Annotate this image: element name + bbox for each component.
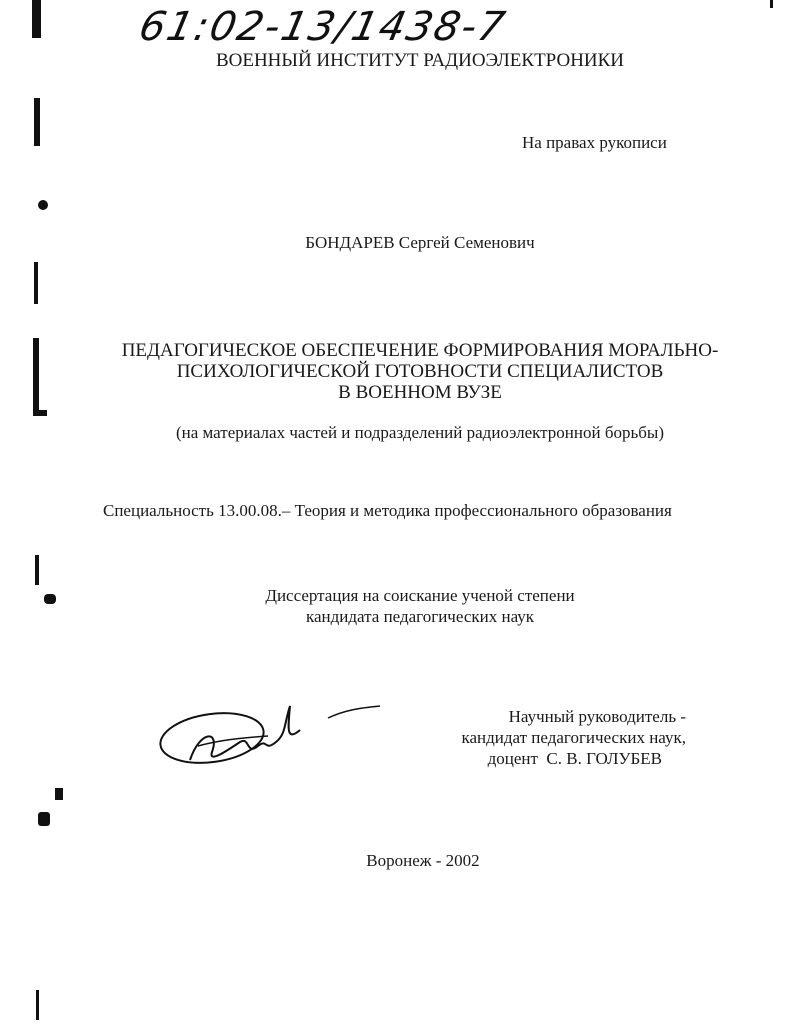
degree-line: Диссертация на соискание ученой степени xyxy=(265,586,575,605)
scan-artifact-top-left xyxy=(32,0,41,38)
manuscript-note: На правах рукописи xyxy=(522,133,667,152)
subtitle: (на материалах частей и подразделений радиоэлектронной борьбы) xyxy=(175,423,664,442)
advisor-line: Научный руководитель - xyxy=(508,707,686,726)
degree-line: кандидата педагогических наук xyxy=(305,607,535,626)
specialty: Специальность 13.00.08.– Теория и методика профессионального образования xyxy=(103,501,672,520)
scan-artifact-top-right xyxy=(770,0,773,8)
scan-artifact-left-3 xyxy=(34,262,38,304)
scan-artifact-left-6 xyxy=(55,788,63,800)
advisor-line: доцент С. В. ГОЛУБЕВ xyxy=(487,749,662,768)
dissertation-title xyxy=(0,340,793,403)
title-line: В ВОЕННОМ ВУЗЕ xyxy=(338,382,502,403)
signature xyxy=(150,690,390,800)
advisor-line: кандидат педагогических наук, xyxy=(461,728,686,747)
author-name: БОНДАРЕВ Сергей Семенович xyxy=(305,233,535,252)
scan-artifact-left-2 xyxy=(38,200,48,210)
scientific-advisor xyxy=(430,706,690,769)
title-line: ПСИХОЛОГИЧЕСКОЙ ГОТОВНОСТИ СПЕЦИАЛИСТОВ xyxy=(176,361,664,382)
degree-statement xyxy=(0,585,793,627)
registry-number: 61:02-13/1438-7 xyxy=(135,4,511,50)
title-line: ПЕДАГОГИЧЕСКОЕ ОБЕСПЕЧЕНИЕ ФОРМИРОВАНИЯ МОРАЛЬНО- xyxy=(121,340,719,361)
institute-name: ВОЕННЫЙ ИНСТИТУТ РАДИОЭЛЕКТРОНИКИ xyxy=(215,50,625,71)
scan-artifact-left-bracket-foot xyxy=(33,410,47,416)
scan-artifact-left-8 xyxy=(36,990,39,1020)
scan-artifact-left-1 xyxy=(34,98,40,146)
scan-artifact-left-4 xyxy=(35,555,39,585)
city-year: Воронеж - 2002 xyxy=(366,851,480,870)
scan-artifact-left-7 xyxy=(38,812,50,826)
